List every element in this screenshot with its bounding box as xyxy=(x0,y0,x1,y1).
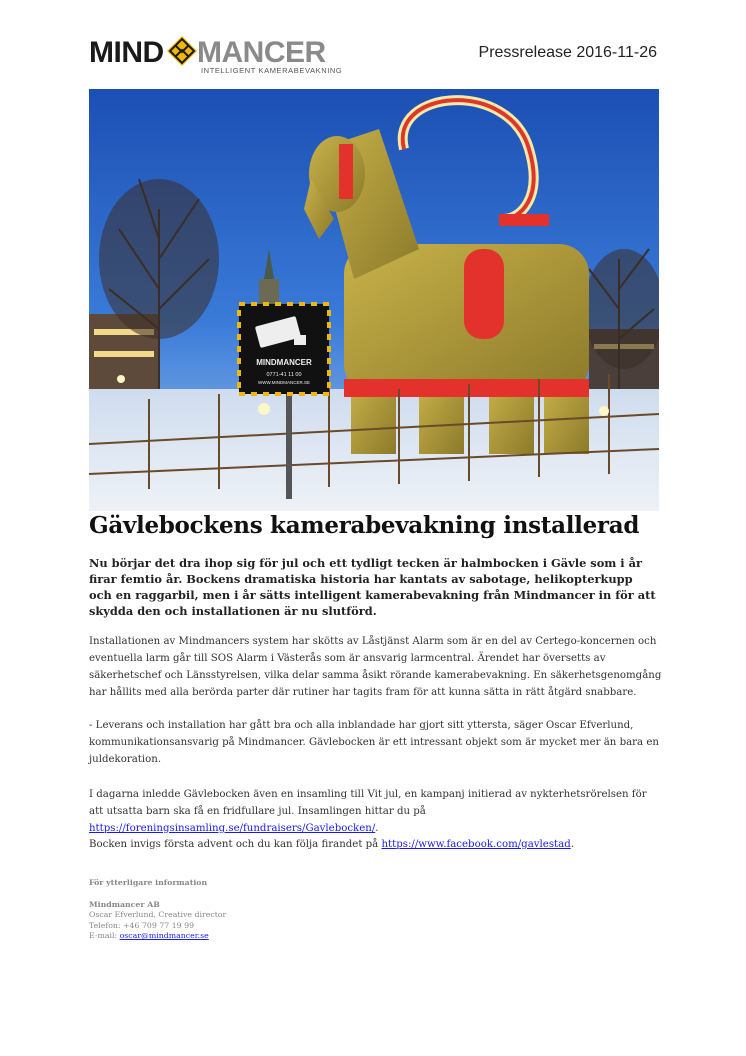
article-title: Gävlebockens kamerabevakning installerad xyxy=(89,512,640,539)
logo-tagline: INTELLIGENT KAMERABEVAKNING xyxy=(201,66,343,75)
paragraph-inauguration xyxy=(89,836,664,853)
paragraph-installation: Installationen av Mindmancers system har skötts av Låstjänst Alarm som är en del av Certego-koncernen och eventuella larm går till SOS Alarm i Västerås som är ansvarig larmcentral. Ärendet har översetts av säkerhetschef och Länsstyrelsen, vilka delar samma åsikt rörande kamerabevakning. En säkerhetsgenomgång har hållits med alla berörda parter där rutiner har tagits fram för att kunna sätta in rätt åtgärd snabbare. xyxy=(89,636,662,698)
facebook-link[interactable]: https://www.facebook.com/gavlestad xyxy=(381,839,571,850)
contact-person: Oscar Efverlund, Creative director xyxy=(89,910,227,919)
logo-mancer-text: MANCER xyxy=(197,36,326,69)
paragraph-fundraiser xyxy=(89,786,664,837)
hero-photo xyxy=(89,89,659,511)
contact-company: Mindmancer AB xyxy=(89,899,160,909)
contact-heading: För ytterligare information xyxy=(89,878,208,887)
logo-mind-text: MIND xyxy=(89,36,164,69)
fundraiser-link[interactable]: https://foreningsinsamling.se/fundraisers/Gavlebocken/ xyxy=(89,823,376,834)
inauguration-text: Bocken invigs första advent och du kan följa firandet på xyxy=(89,839,382,850)
press-release-date: Pressrelease 2016-11-26 xyxy=(478,44,657,61)
gavlebocken-photo xyxy=(89,89,659,511)
contact-email-row xyxy=(89,931,226,942)
inauguration-end: . xyxy=(570,839,574,850)
contact-phone: Telefon: +46 709 77 19 99 xyxy=(89,920,195,930)
fundraiser-text: I dagarna inledde Gävlebocken även en insamling till Vit jul, en kampanj initierad av nykterhetsrörelsen för att utsatta barn ska få en fridfullare jul. Insamlingen hittar du på xyxy=(89,789,647,817)
sign-url-text: WWW.MINDMANCER.SE xyxy=(258,380,310,385)
sign-phone-text: 0771-41 11 00 xyxy=(266,372,302,378)
email-link[interactable]: oscar@mindmancer.se xyxy=(119,931,209,940)
sign-logo-text: MINDMANCER xyxy=(256,358,312,367)
paragraph-quote: - Leverans och installation har gått bra och alla inblandade har gjort sitt yttersta, säger Oscar Efverlund, kommunikationsansvarig på Mindmancer. Gävlebocken är ett intressant objekt som är mycket mer än bara en juldekoration. xyxy=(89,720,659,765)
email-label: E-mail: xyxy=(89,931,120,940)
fundraiser-end: . xyxy=(375,823,379,834)
contact-block xyxy=(89,878,226,942)
mindmancer-logo xyxy=(89,33,343,77)
article-lead: Nu börjar det dra ihop sig för jul och ett tydligt tecken är halmbocken i Gävle som i år firar femtio år. Bockens dramatiska historia har kantats av sabotage, helikopterkupp och en raggarbil, men i år sätts intelligent kamerabevakning från Mindmancer in för att skydda den och installationen är nu slutförd. xyxy=(89,556,656,618)
logo-diamond-icon xyxy=(167,36,197,66)
